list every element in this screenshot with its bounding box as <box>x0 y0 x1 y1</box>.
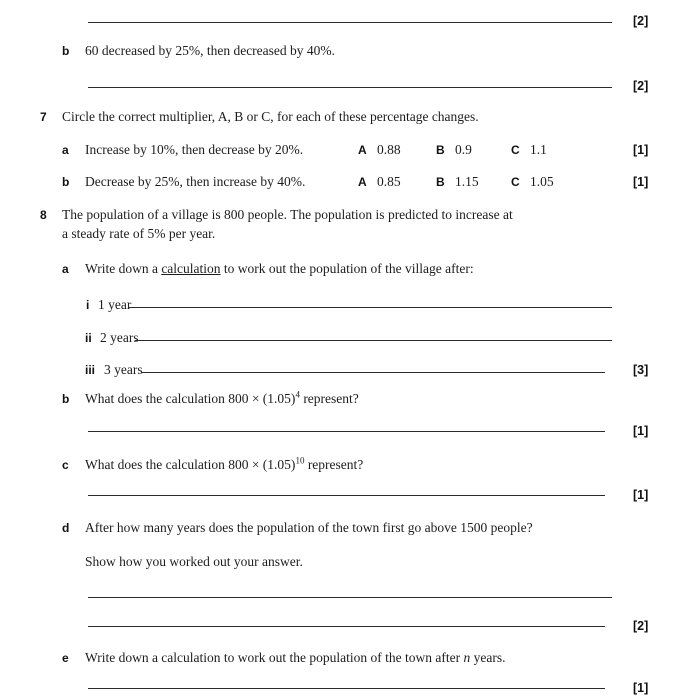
part-label: b <box>62 44 70 58</box>
question-text <box>85 260 474 277</box>
marks-badge: [2] <box>633 14 649 28</box>
marks-badge: [1] <box>633 681 649 695</box>
answer-line[interactable] <box>88 421 605 432</box>
item-text: 3 years <box>104 362 143 377</box>
option-c-label[interactable]: C <box>511 143 520 157</box>
exponent: 4 <box>295 389 300 400</box>
marks-badge: [1] <box>633 488 649 502</box>
option-b-label[interactable]: B <box>436 143 445 157</box>
answer-line[interactable] <box>88 485 605 496</box>
text-suffix: represent? <box>299 391 359 406</box>
question-text <box>85 649 505 666</box>
answer-line[interactable] <box>141 362 605 373</box>
text-prefix: Write down a calculation to work out the population of the town after <box>85 650 464 665</box>
question-number: 7 <box>40 110 47 124</box>
question-text: Circle the correct multiplier, A, B or C, for each of these percentage changes. <box>62 109 479 124</box>
text-suffix: represent? <box>304 457 364 472</box>
item-label: i <box>86 298 90 312</box>
answer-line[interactable] <box>88 12 612 23</box>
marks-badge: [3] <box>633 363 649 377</box>
answer-line[interactable] <box>88 616 605 627</box>
question-text-line2: a steady rate of 5% per year. <box>62 226 216 241</box>
part-label: b <box>62 175 70 189</box>
exponent: 10 <box>295 455 305 466</box>
option-a-label[interactable]: A <box>358 143 367 157</box>
answer-line[interactable] <box>88 77 612 88</box>
marks-badge: [1] <box>633 424 649 438</box>
part-label: e <box>62 651 69 665</box>
option-a-value[interactable]: 0.88 <box>377 142 401 157</box>
answer-line[interactable] <box>88 587 612 598</box>
answer-line[interactable] <box>135 330 612 341</box>
question-text: Decrease by 25%, then increase by 40%. <box>85 174 306 189</box>
part-label: a <box>62 143 69 157</box>
option-b-value[interactable]: 0.9 <box>455 142 472 157</box>
option-c-value[interactable]: 1.05 <box>530 174 554 189</box>
option-c-value[interactable]: 1.1 <box>530 142 547 157</box>
answer-line[interactable] <box>128 297 612 308</box>
underlined-word: calculation <box>161 261 221 276</box>
item-label: iii <box>85 363 96 377</box>
marks-badge: [1] <box>633 175 649 189</box>
text-prefix: What does the calculation 800 × (1.05) <box>85 391 296 406</box>
question-text <box>85 390 359 407</box>
option-a-value[interactable]: 0.85 <box>377 174 401 189</box>
question-text-line2: Show how you worked out your answer. <box>85 554 303 569</box>
item-text: 1 year <box>98 297 132 312</box>
variable-n: n <box>463 650 471 665</box>
text-suffix: to work out the population of the village after: <box>220 261 474 276</box>
option-a-label[interactable]: A <box>358 175 367 189</box>
text-prefix: What does the calculation 800 × (1.05) <box>85 457 296 472</box>
question-text: Increase by 10%, then decrease by 20%. <box>85 142 304 157</box>
question-number: 8 <box>40 208 47 222</box>
option-b-label[interactable]: B <box>436 175 445 189</box>
text-prefix: Write down a <box>85 261 162 276</box>
answer-line[interactable] <box>88 678 605 689</box>
question-text-line1: The population of a village is 800 people. The population is predicted to increase at <box>62 207 513 222</box>
part-label: c <box>62 458 69 472</box>
option-b-value[interactable]: 1.15 <box>455 174 479 189</box>
question-text: 60 decreased by 25%, then decreased by 40%. <box>85 43 336 58</box>
option-c-label[interactable]: C <box>511 175 520 189</box>
part-label: d <box>62 521 70 535</box>
marks-badge: [2] <box>633 79 649 93</box>
question-text: After how many years does the population of the town first go above 1500 people? <box>85 520 533 535</box>
text-suffix: years. <box>470 650 506 665</box>
part-label: a <box>62 262 69 276</box>
question-text <box>85 456 363 473</box>
marks-badge: [2] <box>633 619 649 633</box>
item-label: ii <box>85 331 92 345</box>
item-text: 2 years <box>100 330 139 345</box>
marks-badge: [1] <box>633 143 649 157</box>
part-label: b <box>62 392 70 406</box>
